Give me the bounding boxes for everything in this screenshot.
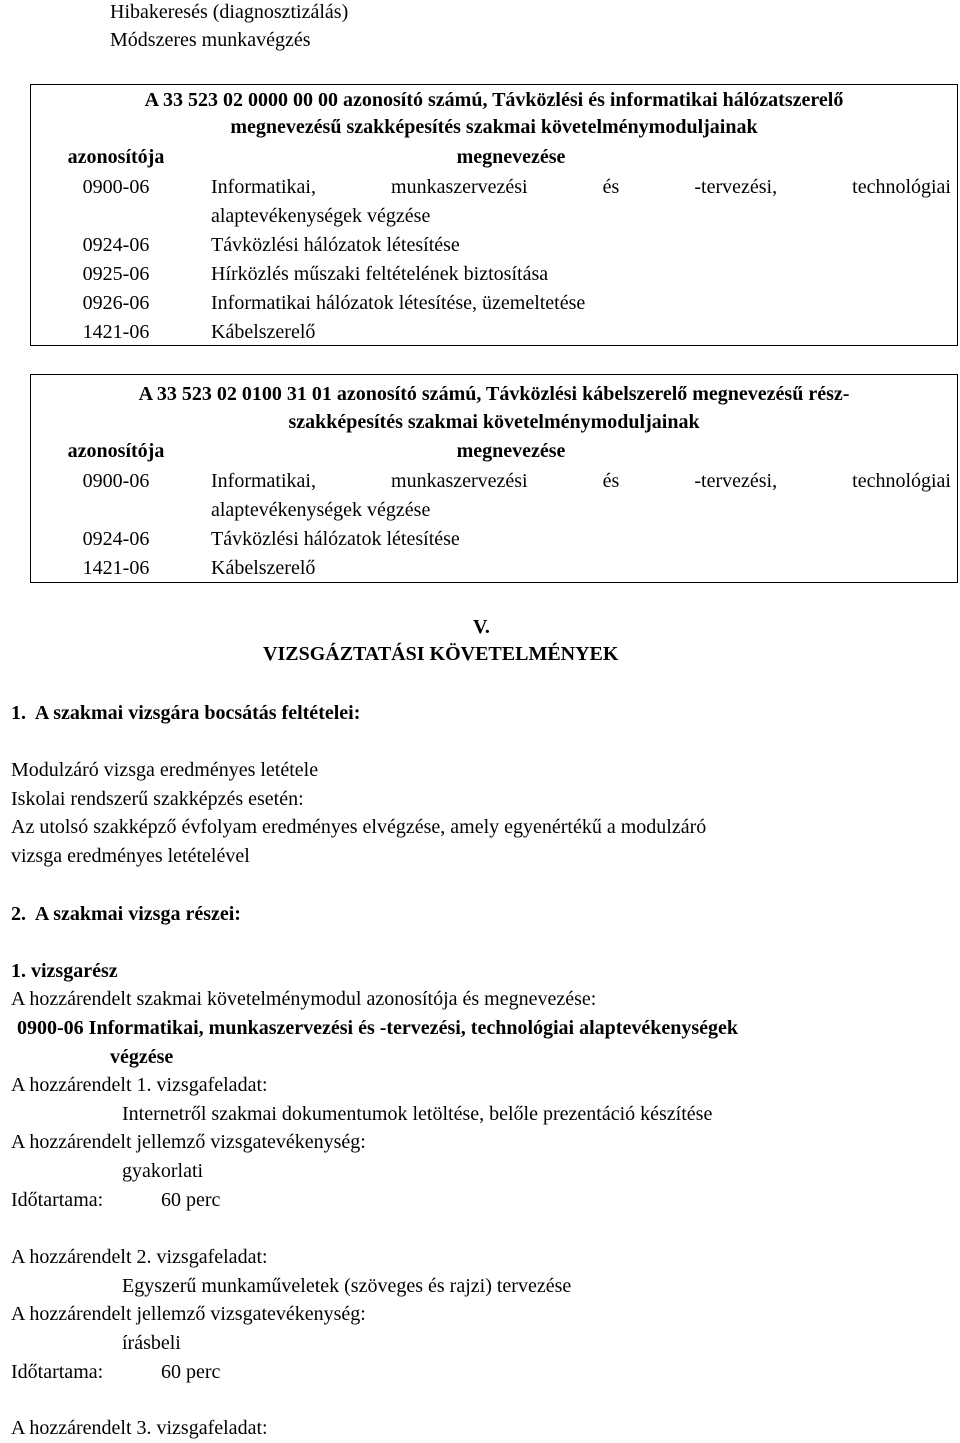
module-id: 0925-06 xyxy=(82,263,150,285)
section2-heading: 2. A szakmai vizsga részei: xyxy=(11,903,241,925)
section1-line: Modulzáró vizsga eredményes letétele xyxy=(11,759,319,781)
module-id: 0924-06 xyxy=(82,234,150,256)
table2-col-id: azonosítója xyxy=(67,440,165,462)
table2-title-line1: A 33 523 02 0100 31 01 azonosító számú, Távközlési kábelszerelő megnevezésű rész- xyxy=(138,383,850,405)
section1-heading: 1. A szakmai vizsgára bocsátás feltételei: xyxy=(11,702,361,724)
chapter-title: VIZSGÁZTATÁSI KÖVETELMÉNYEK xyxy=(263,643,619,665)
module-name: Távközlési hálózatok létesítése xyxy=(211,528,460,550)
table2-col-name: megnevezése xyxy=(456,440,566,462)
header-line-2: Módszeres munkavégzés xyxy=(110,29,311,51)
task2-label: A hozzárendelt 2. vizsgafeladat: xyxy=(11,1246,268,1268)
section1-line: vizsga eredményes letételével xyxy=(11,845,250,867)
module-id: 0900-06 xyxy=(82,470,150,492)
module-table-1 xyxy=(30,84,958,346)
table1-col-name: megnevezése xyxy=(456,146,566,168)
module-name: Kábelszerelő xyxy=(211,557,316,579)
task1-label: A hozzárendelt 1. vizsgafeladat: xyxy=(11,1074,268,1096)
table-row xyxy=(31,173,957,202)
module-title-line1: 0900-06 Informatikai, munkaszervezési és -tervezési, technológiai alaptevékenységek xyxy=(17,1017,738,1039)
table-row-continuation xyxy=(31,202,957,231)
table1-column-header xyxy=(31,143,957,172)
module-name: Informatikai, munkaszervezési és -tervezési, technológiai xyxy=(211,470,951,492)
module-title-line2: végzése xyxy=(110,1046,174,1068)
module-id: 1421-06 xyxy=(82,321,150,343)
task2-activity: írásbeli xyxy=(122,1332,181,1354)
section1-line: Iskolai rendszerű szakképzés esetén: xyxy=(11,788,304,810)
module-table-2 xyxy=(30,374,958,583)
task2-text: Egyszerű munkaműveletek (szöveges és rajzi) tervezése xyxy=(122,1275,572,1297)
table-row xyxy=(31,554,957,583)
table2-column-header xyxy=(31,437,957,466)
task1-activity-label: A hozzárendelt jellemző vizsgatevékenység: xyxy=(11,1131,366,1153)
table-row xyxy=(31,260,957,289)
table-row xyxy=(31,289,957,318)
table-row xyxy=(31,467,957,496)
table-row xyxy=(31,525,957,554)
chapter-number: V. xyxy=(473,616,490,638)
table-row xyxy=(31,231,957,260)
task1-duration: 60 perc xyxy=(161,1189,221,1211)
exam-part-label: 1. vizsgarész xyxy=(11,960,118,982)
table-row xyxy=(31,318,957,347)
module-name: Kábelszerelő xyxy=(211,321,316,343)
module-intro: A hozzárendelt szakmai követelménymodul azonosítója és megnevezése: xyxy=(11,988,597,1010)
task2-duration-label: Időtartama: xyxy=(11,1361,104,1383)
section1-line: Az utolsó szakképző évfolyam eredményes elvégzése, amely egyenértékű a modulzáró xyxy=(11,816,707,838)
module-id: 1421-06 xyxy=(82,557,150,579)
task3-label: A hozzárendelt 3. vizsgafeladat: xyxy=(11,1417,268,1439)
table1-col-id: azonosítója xyxy=(67,146,165,168)
module-name: Hírközlés műszaki feltételének biztosítása xyxy=(211,263,549,285)
table1-title-line1: A 33 523 02 0000 00 00 azonosító számú, Távközlési és informatikai hálózatszerelő xyxy=(144,89,844,111)
table2-title-line2: szakképesítés szakmai követelménymoduljainak xyxy=(288,411,700,433)
module-name-cont: alaptevékenységek végzése xyxy=(211,499,431,521)
task1-activity: gyakorlati xyxy=(122,1160,204,1182)
task2-activity-label: A hozzárendelt jellemző vizsgatevékenység: xyxy=(11,1303,366,1325)
table1-title-line2: megnevezésű szakképesítés szakmai követelménymoduljainak xyxy=(230,116,758,138)
module-name: Távközlési hálózatok létesítése xyxy=(211,234,460,256)
module-id: 0924-06 xyxy=(82,528,150,550)
module-name-cont: alaptevékenységek végzése xyxy=(211,205,431,227)
module-id: 0900-06 xyxy=(82,176,150,198)
task1-text: Internetről szakmai dokumentumok letöltése, belőle prezentáció készítése xyxy=(122,1103,713,1125)
module-name: Informatikai hálózatok létesítése, üzemeltetése xyxy=(211,292,586,314)
module-id: 0926-06 xyxy=(82,292,150,314)
header-line-1: Hibakeresés (diagnosztizálás) xyxy=(110,1,349,23)
task2-duration: 60 perc xyxy=(161,1361,221,1383)
table-row-continuation xyxy=(31,496,957,525)
task1-duration-label: Időtartama: xyxy=(11,1189,104,1211)
module-name: Informatikai, munkaszervezési és -tervezési, technológiai xyxy=(211,176,951,198)
